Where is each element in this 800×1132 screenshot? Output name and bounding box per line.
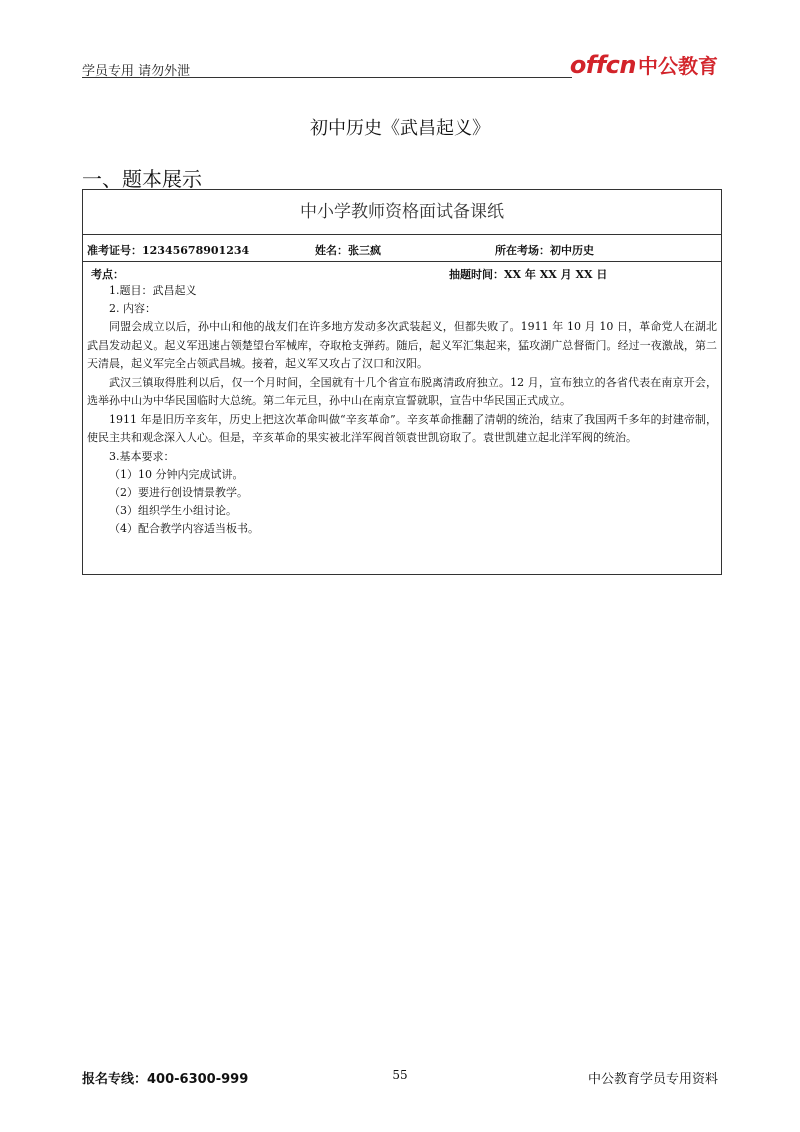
header-rule [82, 77, 572, 78]
kaodian-label: 考点： [91, 268, 124, 281]
candidate-name: 姓名：张三疯 [315, 244, 381, 257]
paper-title: 中小学教师资格面试备课纸 [300, 202, 504, 222]
content-head [87, 262, 717, 282]
requirement-3: （3）组织学生小组讨论。 [109, 503, 237, 517]
requirement-1: （1）10 分钟内完成试讲。 [109, 467, 244, 481]
exam-room: 所在考场：初中历史 [495, 244, 594, 257]
document-title: 初中历史《武昌起义》 [310, 118, 490, 139]
lesson-prep-paper [82, 189, 722, 575]
header-left-text: 学员专用 请勿外泄 [82, 64, 191, 79]
footer-right-text: 中公教育学员专用资料 [587, 1072, 718, 1087]
draw-time: 抽题时间：XX 年 XX 月 XX 日 [449, 268, 608, 281]
content-paragraph-1: 同盟会成立以后，孙中山和他的战友们在许多地方发动多次武装起义，但都失败了。1911 年 10 月 10 日，革命党人在湖北武昌发动起义。起义军迅速占领楚望台军械库，夺取枪支弹药。随后，起义军汇集起来，猛攻湖广总督衙门。经过一夜激战，第二天清晨，起义军完全占领武昌城。接着，起义军又攻占了汉口和汉阳。 [87, 320, 717, 370]
requirements-label: 3.基本要求： [109, 449, 175, 463]
page-number: 55 [392, 1068, 408, 1082]
exam-id: 准考证号：12345678901234 [87, 244, 250, 257]
info-row [83, 234, 721, 261]
offcn-logo [570, 50, 718, 79]
content-paragraph-3: 1911 年是旧历辛亥年，历史上把这次革命叫做“辛亥革命”。辛亥革命推翻了清朝的统治，结束了我国两千多年的封建帝制，使民主共和观念深入人心。但是，辛亥革命的果实被北洋军阀首领袁世凯窃取了。袁世凯建立起北洋军阀的统治。 [87, 412, 717, 444]
logo-cn-text: 中公教育 [638, 54, 718, 78]
requirement-2: （2）要进行创设情景教学。 [109, 485, 248, 499]
topic-line: 1.题目：武昌起义 [109, 284, 197, 297]
logo-en-text: offcn [569, 51, 636, 79]
section-title: 一、题本展示 [82, 167, 202, 191]
content-label: 2. 内容： [109, 302, 156, 315]
content-paragraph-2: 武汉三镇取得胜利以后，仅一个月时间，全国就有十几个省宣布脱离清政府独立。12 月，宣布独立的各省代表在南京开会，选举孙中山为中华民国临时大总统。第二年元旦，孙中山在南京宣誓就职，宣告中华民国正式成立。 [87, 375, 717, 407]
footer-hotline: 报名专线：400-6300-999 [82, 1072, 249, 1087]
paper-content [83, 261, 721, 538]
requirement-4: （4）配合教学内容适当板书。 [109, 521, 259, 535]
